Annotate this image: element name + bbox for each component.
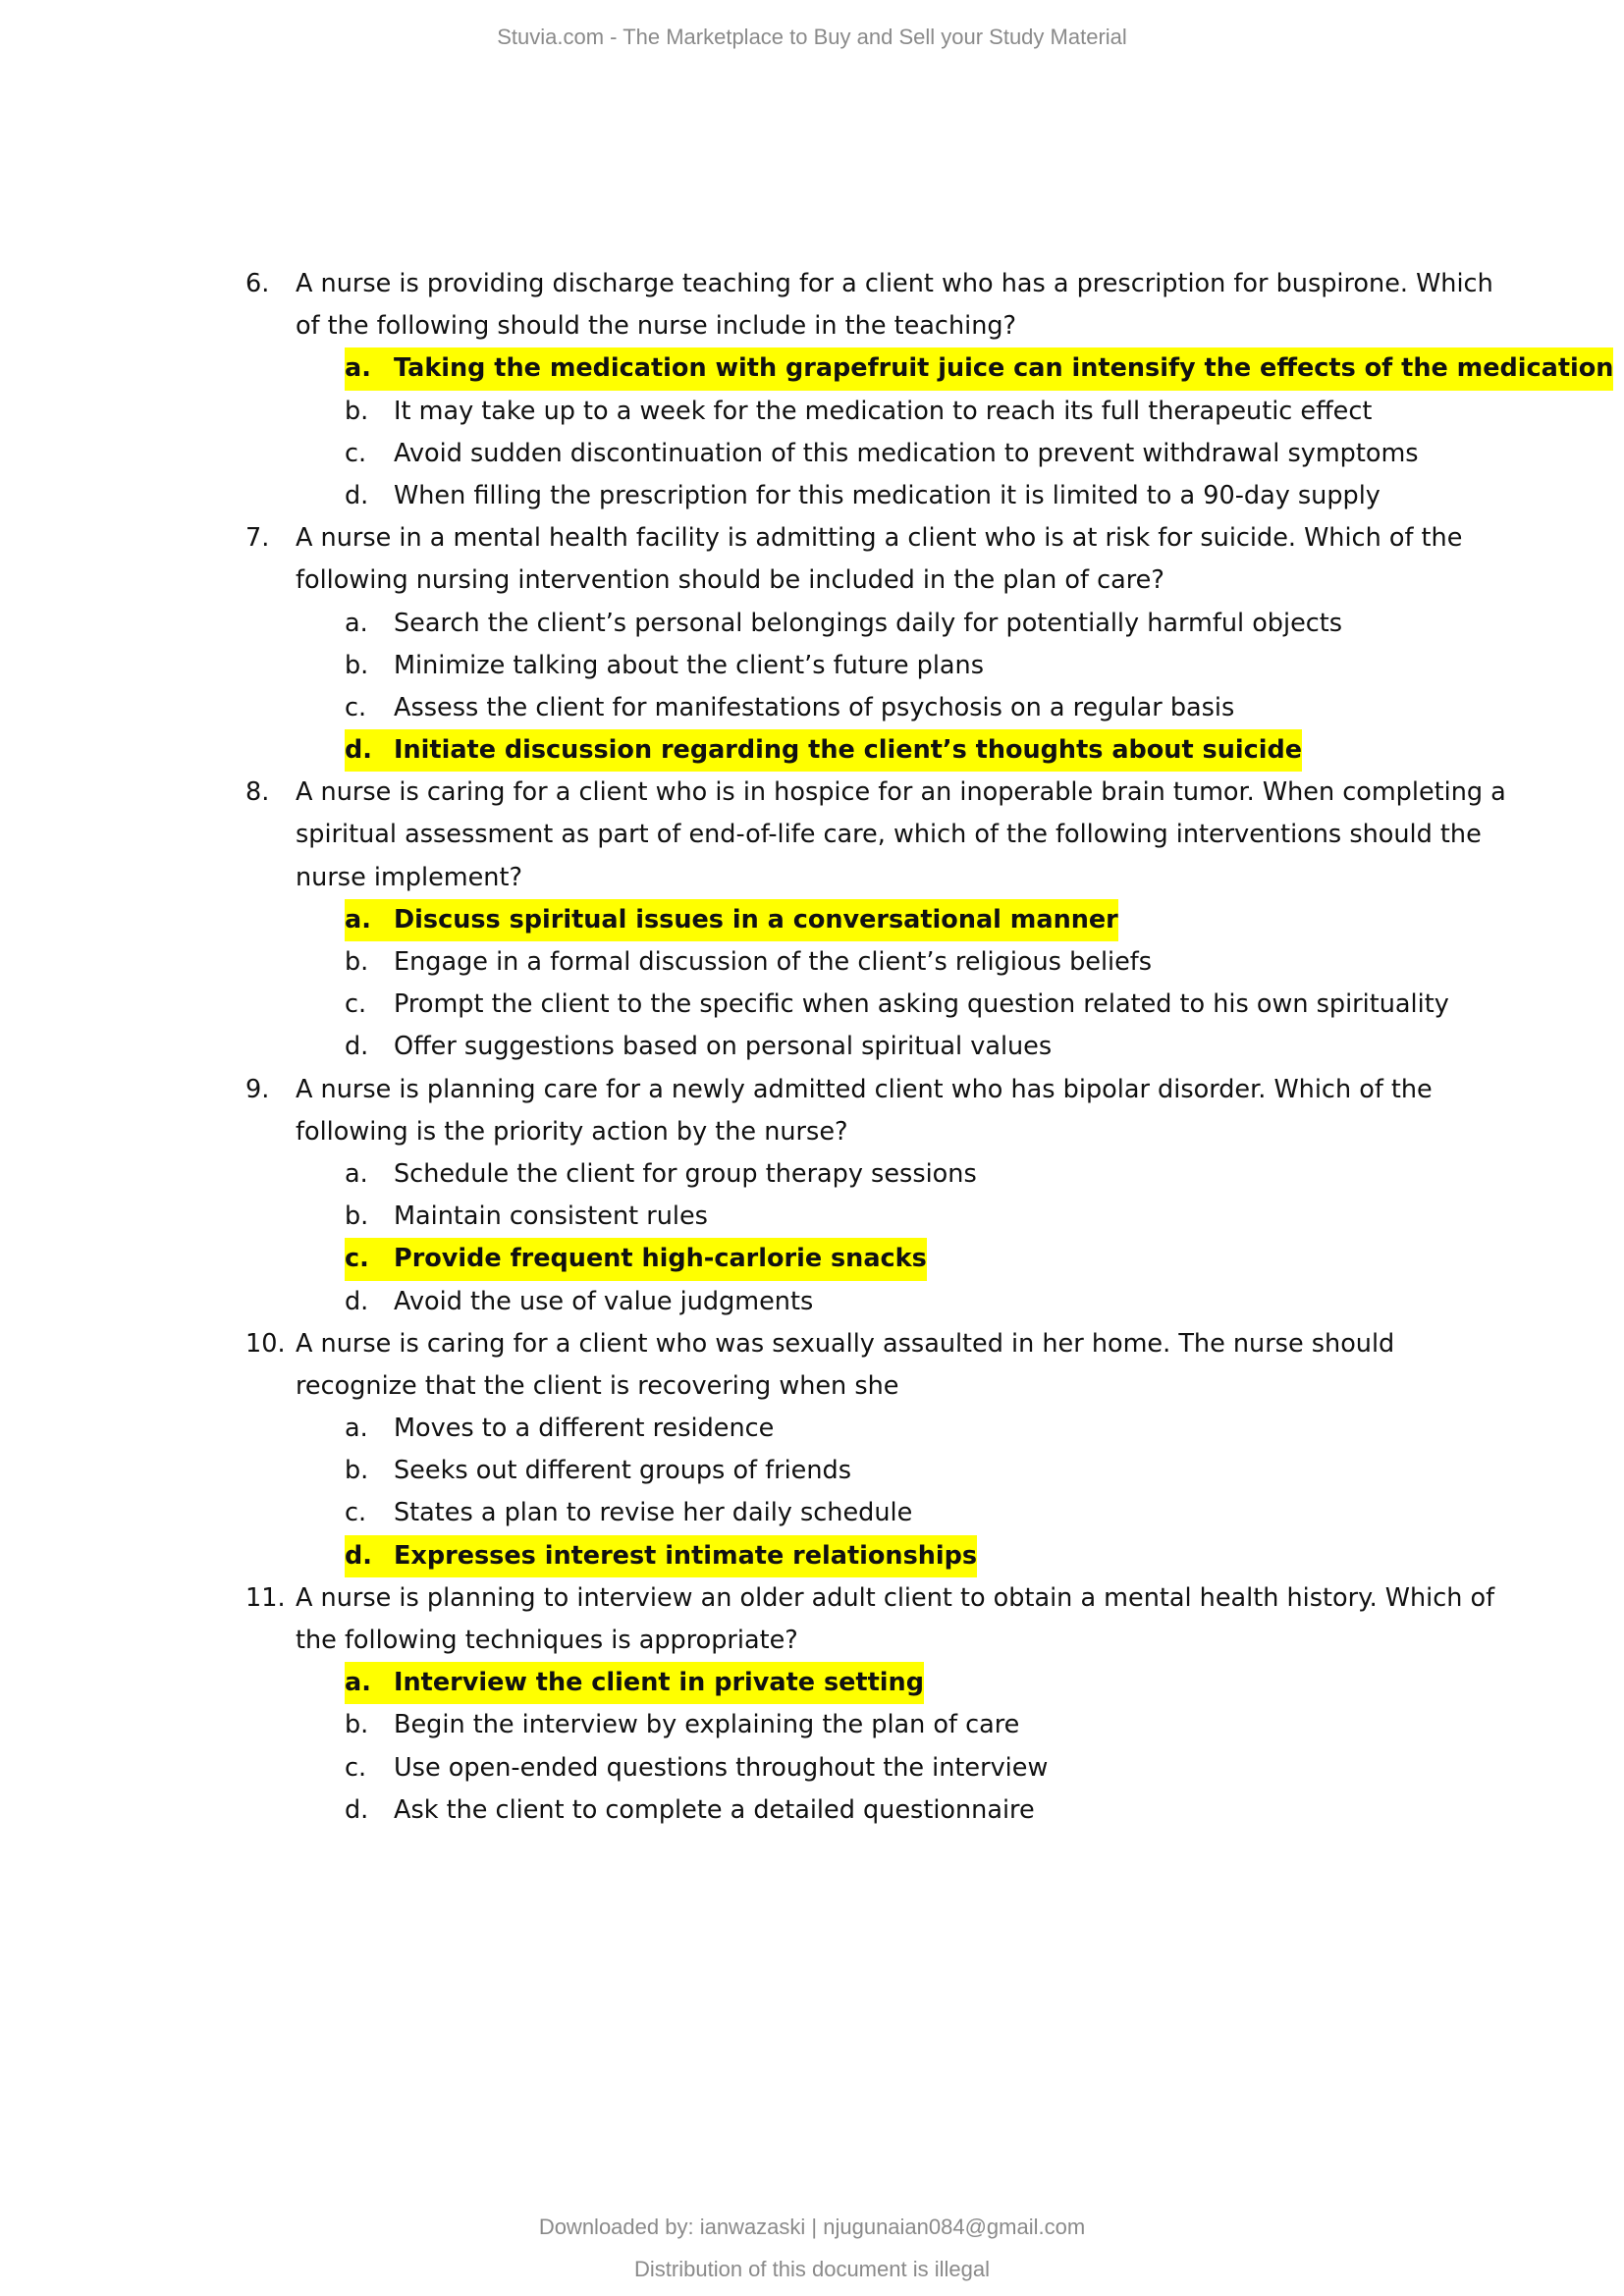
question-7 [245, 517, 1483, 772]
question-number: 8. [245, 777, 270, 808]
option-label: a. [345, 608, 368, 638]
option-label: d. [345, 480, 369, 510]
option-text: States a plan to revise her daily schedule [394, 1498, 913, 1528]
option-label: a. [345, 1158, 368, 1189]
answer-option-d [245, 475, 1483, 517]
answer-option-a [245, 1662, 1483, 1704]
option-label: a. [345, 1414, 368, 1444]
question-text: A nurse is planning care for a newly admitted client who has bipolar disorder. Which of the [296, 1074, 1433, 1104]
option-label: b. [345, 947, 369, 977]
answer-option-c [245, 984, 1483, 1026]
option-text: Begin the interview by explaining the plan of care [394, 1710, 1020, 1740]
option-text: Schedule the client for group therapy sessions [394, 1158, 977, 1189]
option-text: Avoid sudden discontinuation of this medication to prevent withdrawal symptoms [394, 438, 1419, 468]
option-label: b. [345, 1201, 369, 1232]
question-number: 9. [245, 1074, 270, 1104]
answer-option-c [245, 1238, 1483, 1280]
option-label: a. [345, 899, 397, 941]
option-text: Engage in a formal discussion of the client’s religious beliefs [394, 947, 1153, 977]
question-text: recognize that the client is recovering when she [296, 1370, 899, 1401]
option-text: Maintain consistent rules [394, 1201, 708, 1232]
question-8 [245, 772, 1506, 1068]
option-text: Minimize talking about the client’s future plans [394, 650, 984, 680]
answer-option-b [245, 645, 1483, 687]
option-label: a. [345, 347, 397, 390]
answer-option-b [245, 1196, 1483, 1238]
question-text: spiritual assessment as part of end-of-life care, which of the following interventions should the [296, 820, 1482, 850]
answer-option-a [245, 347, 1614, 390]
answer-option-b [245, 1704, 1483, 1746]
option-label: c. [345, 1238, 395, 1280]
option-text: Prompt the client to the specific when asking question related to his own spirituality [394, 989, 1449, 1020]
question-text: A nurse is providing discharge teaching for a client who has a prescription for buspirone. Which [296, 269, 1493, 298]
option-label: d. [345, 1032, 369, 1062]
question-text: following nursing intervention should be included in the plan of care? [296, 565, 1164, 596]
answer-option-a [245, 603, 1483, 645]
question-line [245, 772, 1506, 814]
question-text: A nurse in a mental health facility is admitting a client who is at risk for suicide. Which of the [296, 523, 1463, 554]
option-text: Avoid the use of value judgments [394, 1286, 814, 1316]
option-text: Initiate discussion regarding the client’s thoughts about suicide [394, 729, 1302, 772]
question-text: A nurse is caring for a client who is in hospice for an inoperable brain tumor. When completing a [296, 777, 1506, 808]
question-text: the following techniques is appropriate? [296, 1626, 798, 1655]
option-label: b. [345, 1710, 369, 1740]
option-text: Discuss spiritual issues in a conversational manner [394, 899, 1118, 941]
option-label: c. [345, 692, 367, 722]
option-label: b. [345, 396, 369, 426]
answer-option-c [245, 433, 1483, 475]
option-label: c. [345, 989, 367, 1020]
question-11 [245, 1577, 1495, 1832]
answer-option-d [245, 1535, 1483, 1577]
question-6 [245, 263, 1614, 517]
answer-option-a [245, 1153, 1483, 1196]
answer-option-d [245, 1789, 1483, 1832]
question-line [245, 517, 1483, 560]
question-text: nurse implement? [296, 862, 522, 892]
option-text: It may take up to a week for the medication to reach its full therapeutic effect [394, 396, 1373, 426]
question-number: 7. [245, 523, 270, 554]
answer-option-c [245, 1747, 1483, 1789]
question-9 [245, 1069, 1483, 1323]
question-line [245, 1069, 1483, 1111]
option-text: Interview the client in private setting [394, 1662, 924, 1704]
question-text: following is the priority action by the nurse? [296, 1116, 848, 1147]
question-10 [245, 1323, 1483, 1577]
option-text: Moves to a different residence [394, 1414, 775, 1444]
answer-option-c [245, 1492, 1483, 1534]
option-text: When filling the prescription for this medication it is limited to a 90-day supply [394, 480, 1380, 510]
answer-option-b [245, 941, 1483, 984]
option-label: c. [345, 1498, 367, 1528]
option-label: d. [345, 1286, 369, 1316]
option-label: b. [345, 1456, 369, 1486]
option-label: a. [345, 1662, 397, 1704]
question-number: 6. [245, 269, 270, 298]
option-label: c. [345, 438, 367, 468]
answer-option-d [245, 729, 1483, 772]
option-text: Search the client’s personal belongings daily for potentially harmful objects [394, 608, 1343, 638]
question-text: A nurse is planning to interview an older adult client to obtain a mental health history. Which of [296, 1582, 1495, 1613]
question-text: A nurse is caring for a client who was sexually assaulted in her home. The nurse should [296, 1328, 1395, 1359]
question-line [245, 1577, 1495, 1620]
option-text: Ask the client to complete a detailed questionnaire [394, 1794, 1035, 1825]
question-number: 11. [245, 1582, 286, 1613]
question-line [245, 263, 1493, 305]
question-list [245, 263, 1614, 1832]
option-label: d. [345, 729, 398, 772]
option-text: Seeks out different groups of friends [394, 1456, 851, 1486]
answer-option-a [245, 899, 1483, 941]
option-text: Expresses interest intimate relationships [394, 1535, 977, 1577]
footer-distribution-notice: Distribution of this document is illegal [634, 2257, 990, 2281]
option-text: Taking the medication with grapefruit juice can intensify the effects of the medication [394, 347, 1613, 390]
footer-downloaded-by: Downloaded by: ianwazaski | njugunaian084@gmail.com [538, 2215, 1086, 2239]
answer-option-d [245, 1026, 1483, 1068]
answer-option-a [245, 1408, 1483, 1450]
page-header: Stuvia.com - The Marketplace to Buy and Sell your Study Material [497, 25, 1127, 49]
option-label: d. [345, 1535, 398, 1577]
option-text: Use open-ended questions throughout the interview [394, 1752, 1049, 1783]
answer-option-b [245, 391, 1483, 433]
question-text: of the following should the nurse include in the teaching? [296, 311, 1017, 342]
answer-option-d [245, 1281, 1483, 1323]
option-label: d. [345, 1794, 369, 1825]
option-label: b. [345, 650, 369, 680]
question-number: 10. [245, 1328, 286, 1359]
option-text: Assess the client for manifestations of psychosis on a regular basis [394, 692, 1235, 722]
option-label: c. [345, 1752, 367, 1783]
question-line [245, 1323, 1483, 1365]
option-text: Offer suggestions based on personal spiritual values [394, 1032, 1053, 1062]
answer-option-c [245, 687, 1483, 729]
option-text: Provide frequent high-carlorie snacks [394, 1238, 927, 1280]
answer-option-b [245, 1450, 1483, 1492]
